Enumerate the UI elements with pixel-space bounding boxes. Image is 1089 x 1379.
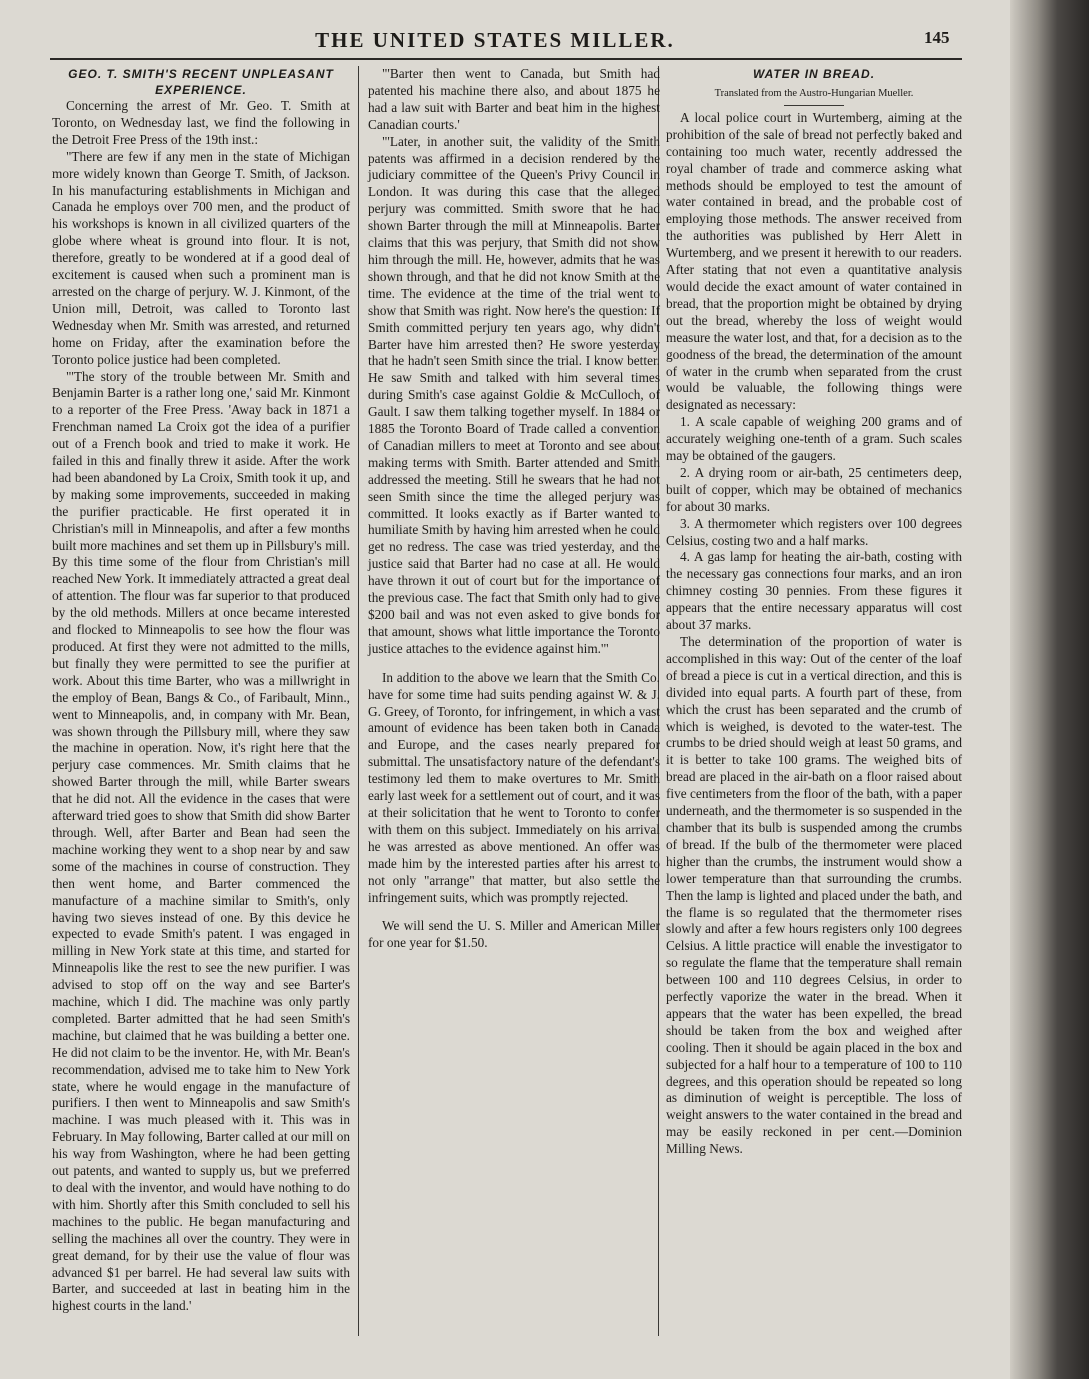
- article-paragraph: A local police court in Wurtemberg, aiming at the prohibition of the sale of bread not perfectly baked and containing too much water, recently addressed the royal chamber of trade and commerce asking what methods should be employed to test the amount of water contained in bread, and the probable cost of employing those methods. The answer received from the authorities was published by Herr Alett in Wurtemberg, and we present it herewith to our readers. After stating that not even a quantitative analysis would decide the exact amount of water contained in bread, that the proportion might be obtained by drying out the bread, whereby the loss of weight would measure the water lost, and that, for a decision as to the goodness of the bread, the determination of the amount of water in the crumb when separated from the crust would be valuable, the following things were designated as necessary:: [666, 109, 962, 413]
- article-title: WATER IN BREAD.: [752, 67, 876, 81]
- masthead: THE UNITED STATES MILLER.: [315, 28, 675, 52]
- article-paragraph: "'Barter then went to Canada, but Smith had patented his machine there also, and about 1875 he had a law suit with Barter and beat him in the highest Canadian courts.': [368, 66, 660, 132]
- column-1: [52, 66, 350, 1315]
- article-paragraph: "'Later, in another suit, the validity of the Smith patents was affirmed in a decision rendered by the judiciary committee of the Queen's Privy Council in London. It was during this case that the alleged perjury was committed. Smith swore that he had shown Barter through the mill at Minneapolis. Barter claims that this was perjury, that Smith did not show him through the mill. He, however, admits that he was shown through, and that he did not know Smith at the time. The evidence at the time of the trial went to show that Smith was right. Now here's the question: If Smith committed perjury ten years ago, why didn't Barter have him arrested then? He swore yesterday that he hadn't seen Smith since the trial. I know better. He saw Smith and talked with him several times during Smith's case against Goldie & McCulloch, of Gault. I saw them talking together myself. In 1884 or 1885 the Toronto Board of Trade called a convention of Canadian millers to meet at Toronto and see about making terms with Smith. Barter attended and Smith addressed the meeting. Still he swears that he had not seen Smith since the time the alleged perjury was committed. It looks exactly as if Barter wanted to humiliate Smith by having him arrested when he could get no redress. The case was tried yesterday, and the justice said that Barter had no case at all. He would have thrown it out of court but for the importance of the previous case. The fact that Smith only had to give $200 bail and was not even asked to give bonds for that amount, shows what little importance the Toronto justice attaches to the evidence against him.'": [368, 133, 660, 656]
- article-paragraph: In addition to the above we learn that the Smith Co. have for some time had suits pending against W. & J. G. Greey, of Toronto, for infringement, in which a vast amount of evidence has been taken both in Canada and Europe, and the cases nearly prepared for submittal. The unsatisfactory nature of the defendant's testimony led them to make overtures to Mr. Smith early last week for a settlement out of court, and it was at their solicitation that he went to Toronto to confer with them on this subject. Immediately on his arrival he was arrested as above mentioned. An offer was made him by the interested parties after his arrest to not only "arrange" that matter, but also settle the infringement suits, which was promptly rejected.: [368, 669, 660, 905]
- column-divider: [358, 66, 359, 1336]
- column-3: [666, 66, 962, 1158]
- article-paragraph: The determination of the proportion of water is accomplished in this way: Out of the center of the loaf of bread a piece is cut in a vertical direction, and this is divided into equal parts. A fourth part of these, from which the crust has been separated and the crumb of which is weighed, is devoted to the water-test. The crumbs to be dried should weigh at least 50 grams, and it is better to take 100 grams. The weighed bits of bread are placed in the air-bath on a floor raised about five centimeters from the floor of the bath, with a paper underneath, and the thermometer is so suspended in the chamber that its bulb is suspended among the crumbs of bread. If the bulb of the thermometer were placed higher than the crumbs, the instrument would show a lower temperature than that surrounding the crumbs. Then the lamp is lighted and placed under the bath, and the flame is so regulated that the thermometer rises slowly and after a few hours registers only 100 degrees Celsius. A little practice will enable the investigator to so regulate the flame that the temperature shall remain between 100 and 110 degrees Celsius, in order to perfectly vaporize the water in the bread. When it appears that the water has been expelled, the bread should be taken from the box and weighed after cooling. Then it should be again placed in the box and subjected for a half hour to a temperature of 100 to 110 degrees, and this operation should be repeated so long as diminution of weight is perceptible. The loss of weight answers to the water contained in the bread and may be easily reckoned in per cent.—Dominion Milling News.: [666, 634, 962, 1157]
- article-byline: Translated from the Austro-Hungarian Mueller.: [714, 88, 914, 99]
- article-paragraph: "There are few if any men in the state of Michigan more widely known than George T. Smith, of Jackson. In his manufacturing establishments in Michigan and Canada he employs over 700 men, and the product of his workshops is known in all civilized quarters of the globe where wheat is ground into flour. It is not, therefore, greatly to be wondered at if a good deal of excitement is caused when such a prominent man is arrested on the charge of perjury. W. J. Kinmont, of the Union mill, Detroit, was called to Toronto last Wednesday when Mr. Smith was arrested, and returned home on Friday, after the examination before the Toronto police justice had been completed.: [52, 148, 350, 367]
- article-title: GEO. T. SMITH'S RECENT UNPLEASANT EXPERIENCE.: [68, 67, 334, 97]
- list-item: 2. A drying room or air-bath, 25 centimeters deep, built of copper, which may be obtained of mechanics for about 30 marks.: [666, 464, 962, 514]
- page-number: 145: [924, 28, 950, 47]
- article-paragraph: "'The story of the trouble between Mr. Smith and Benjamin Barter is a rather long one,' said Mr. Kinmont to a reporter of the Free Press. 'Away back in 1871 a Frenchman named La Croix got the idea of a purifier out of a French book and tried to make it work. He failed in this and finally threw it aside. After the work had been abandoned by La Croix, Smith took it up, and by making some improvements, succeeded in making the purifier practicable. He first operated it in Christian's mill in Minneapolis, and after a few months built more machines and set them up in Pillsbury's mill. By this time some of the flour from Christian's mill reached New York. It immediately attracted a great deal of attention. The flour was far superior to that produced by the old methods. Millers at once became interested and flocked to Minneapolis to see how the flour was produced. At first they were not admitted to the mills, but finally they were permitted to see the purifier at work. About this time Barter, who was a millwright in the employ of Bean, Bangs & Co., of Faribault, Minn., went to Minneapolis, and, in company with Mr. Bean, was shown through the Pillsbury mill, where they saw the machine in operation. Now, it's right here that the perjury case commences. Mr. Smith claims that he showed Barter through the mill, while Barter swears that he did not. All the evidence in the cases that were afterward tried goes to show that Smith did show Barter through. Well, after Barter and Bean had seen the machine working they went to a shop near by and saw some of the machines in course of construction. They then went home, and Barter commenced the manufacture of a machine similar to Smith's, only having two sieves instead of one. By this device he expected to evade Smith's patent. I was engaged in milling in New York state at this time, and started for Minneapolis like the rest to see the new purifier. I was advised to stop off on the way and see Barter's machine, which I did. The machine was only partly completed. Barter admitted that he had seen Smith's machine, but claimed that he was building a better one. He did not claim to be the inventor. He, with Mr. Bean's recommendation, advised me to take him to New York state, where he would engage in the manufacture of purifiers. I then went to Minneapolis and saw Smith's machine. I was much pleased with it. This was in February. In May following, Barter called at our mill on his way from Washington, where he had been getting out patents, and wanted to supply us, but we preferred to deal with the inventor, and would have nothing to do with him. Shortly after this Smith concluded to sell his machines to the public. He began manufacturing and selling the machines all over the country. They were in great demand, for by their use the value of flour was advanced $1 per barrel. He had several law suits with Barter, and succeeded at last in beating him in the highest courts in the land.': [52, 368, 351, 1314]
- book-spine: [1010, 0, 1089, 1379]
- column-2: [368, 66, 660, 952]
- subscription-notice: We will send the U. S. Miller and American Miller for one year for $1.50.: [368, 918, 660, 951]
- list-item: 3. A thermometer which registers over 100 degrees Celsius, costing two and a half marks.: [666, 515, 962, 548]
- byline-rule: [784, 105, 844, 106]
- header-rule: [50, 58, 962, 60]
- list-item: 4. A gas lamp for heating the air-bath, costing with the necessary gas connections four marks, and an iron chimney costing 30 pennies. From these figures it appears that the entire necessary apparatus will cost about 37 marks.: [666, 549, 962, 633]
- list-item: 1. A scale capable of weighing 200 grams and of accurately weighing one-tenth of a gram. Such scales may be obtained of the gaugers.: [666, 414, 962, 464]
- article-paragraph: Concerning the arrest of Mr. Geo. T. Smith at Toronto, on Wednesday last, we find the following in the Detroit Free Press of the 19th inst.:: [52, 98, 350, 147]
